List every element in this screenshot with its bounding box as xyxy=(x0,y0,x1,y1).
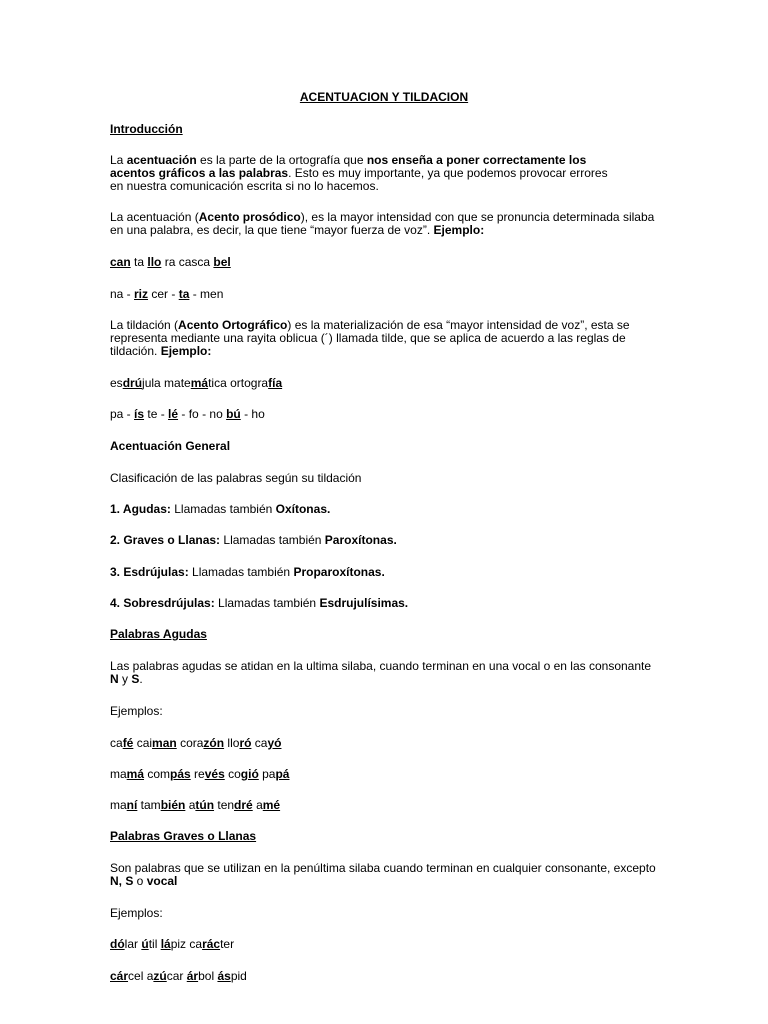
syllable: ta xyxy=(130,255,148,269)
syllable: - fo - no xyxy=(178,407,227,421)
agudas-example-row xyxy=(110,737,658,750)
stressed-syllable: dré xyxy=(234,798,253,812)
class-term: Proparoxítonas. xyxy=(293,565,385,579)
class-label: 1. Agudas: xyxy=(110,502,171,516)
ejemplos-label: Ejemplos: xyxy=(110,704,163,718)
bold-letter: N, S xyxy=(110,874,134,888)
syllable: cai xyxy=(133,736,153,750)
class-label: 2. Graves o Llanas: xyxy=(110,533,221,547)
syllable: jula mate xyxy=(142,376,191,390)
syllable: ra casca xyxy=(161,255,214,269)
syllable: ca xyxy=(251,736,268,750)
text: La tildación ( xyxy=(110,318,179,332)
stressed-syllable: zón xyxy=(203,736,225,750)
classification-intro: Clasificación de las palabras según su tildación xyxy=(110,471,362,485)
class-text: Llamadas también xyxy=(220,533,325,547)
syllable: re xyxy=(190,767,205,781)
classification-item xyxy=(110,597,658,610)
stressed-syllable: bú xyxy=(226,407,241,421)
stressed-syllable: ár xyxy=(186,969,199,983)
text: . Esto es muy importante, ya que podemos provocar errores en nuestra comunicación escrita si no lo hacemos. xyxy=(110,166,608,193)
stressed-syllable: rác xyxy=(202,937,221,951)
graves-heading: Palabras Graves o Llanas xyxy=(110,829,257,843)
stressed-syllable: tún xyxy=(195,798,215,812)
syllable: co xyxy=(224,767,241,781)
stressed-syllable: dó xyxy=(110,937,125,951)
syllable: ma xyxy=(110,798,127,812)
syllable: cel a xyxy=(128,969,154,983)
syllable: na - xyxy=(110,287,135,301)
stressed-syllable: má xyxy=(190,376,209,390)
agudas-example-row xyxy=(110,799,658,812)
syllable: ten xyxy=(214,798,235,812)
syllable: pa xyxy=(258,767,276,781)
class-term: Oxítonas. xyxy=(275,502,331,516)
syllable: ma xyxy=(110,767,127,781)
syllable: piz ca xyxy=(170,937,203,951)
syllable: ca xyxy=(110,736,123,750)
stressed-syllable: man xyxy=(152,736,177,750)
stressed-syllable: vés xyxy=(204,767,225,781)
stressed-syllable: pás xyxy=(170,767,191,781)
example-line-3 xyxy=(110,377,658,390)
intro-paragraph xyxy=(110,154,620,193)
text: o xyxy=(133,874,147,888)
stressed-syllable: llo xyxy=(147,255,162,269)
stressed-syllable: ró xyxy=(239,736,252,750)
classification-item xyxy=(110,534,658,547)
syllable: - men xyxy=(189,287,224,301)
example-line-2 xyxy=(110,288,658,301)
stressed-syllable: lá xyxy=(160,937,171,951)
syllable: tica ortogra xyxy=(208,376,269,390)
syllable: ter xyxy=(220,937,235,951)
intro-heading: Introducción xyxy=(110,122,183,136)
stressed-syllable: can xyxy=(110,255,131,269)
text: La acentuación ( xyxy=(110,210,199,224)
class-term: Paroxítonas. xyxy=(324,533,397,547)
stressed-syllable: gió xyxy=(240,767,259,781)
stressed-syllable: yó xyxy=(267,736,282,750)
example-line-4 xyxy=(110,408,658,421)
stressed-syllable: drú xyxy=(122,376,143,390)
example-line-1 xyxy=(110,256,658,269)
bold-term: Ejemplo: xyxy=(433,223,485,237)
agudas-heading: Palabras Agudas xyxy=(110,627,207,641)
text: Las palabras agudas se atidan en la ultima silaba, cuando terminan en una vocal o en las consonante xyxy=(110,659,652,673)
stressed-syllable: pá xyxy=(275,767,290,781)
general-heading xyxy=(110,440,658,453)
bold-term: Acento Ortográfico xyxy=(178,318,288,332)
stressed-syllable: ás xyxy=(217,969,231,983)
syllable: te - xyxy=(144,407,169,421)
graves-paragraph xyxy=(110,862,665,888)
class-term: Esdrujulísimas. xyxy=(319,596,409,610)
syllable: pa - xyxy=(110,407,135,421)
syllable: com xyxy=(144,767,171,781)
stressed-syllable: zú xyxy=(153,969,167,983)
text: . xyxy=(139,672,143,686)
stressed-syllable: ú xyxy=(141,937,149,951)
syllable: a xyxy=(252,798,263,812)
stressed-syllable: bel xyxy=(213,255,231,269)
syllable: tam xyxy=(137,798,161,812)
syllable: es xyxy=(110,376,123,390)
stressed-syllable: bién xyxy=(160,798,186,812)
text: y xyxy=(118,672,132,686)
stressed-syllable: fía xyxy=(268,376,283,390)
text: Son palabras que se utilizan en la penúltima silaba cuando terminan en cualquier consonante, excepto xyxy=(110,861,656,875)
class-text: Llamadas también xyxy=(170,502,276,516)
bold-term: nos enseña a poner correctamente los acentos gráficos a las palabras xyxy=(110,153,587,180)
graves-example-row xyxy=(110,970,658,983)
stressed-syllable: ní xyxy=(126,798,138,812)
bold-term: vocal xyxy=(146,874,178,888)
graves-example-row xyxy=(110,938,658,951)
stressed-syllable: fé xyxy=(122,736,134,750)
syllable: a xyxy=(185,798,196,812)
stressed-syllable: ís xyxy=(134,407,145,421)
stressed-syllable: riz xyxy=(134,287,149,301)
bold-term: Ejemplo: xyxy=(160,344,212,358)
classification-item xyxy=(110,503,658,516)
syllable: pid xyxy=(230,969,247,983)
text: La xyxy=(110,153,127,167)
class-label: 3. Esdrújulas: xyxy=(110,565,189,579)
bold-letter: N xyxy=(110,672,119,686)
document-title: ACENTUACION Y TILDACION xyxy=(299,90,469,104)
agudas-paragraph xyxy=(110,660,660,686)
class-label: 4. Sobresdrújulas: xyxy=(110,596,215,610)
acento-prosodico-paragraph xyxy=(110,211,658,237)
bold-term: Acento prosódico xyxy=(198,210,301,224)
syllable: cora xyxy=(176,736,204,750)
syllable: - ho xyxy=(240,407,265,421)
syllable: car xyxy=(166,969,187,983)
stressed-syllable: má xyxy=(126,767,145,781)
classification-item xyxy=(110,566,658,579)
text: ) es la materialización de esa “mayor intensidad de voz”, esta se representa mediante una rayita oblicua (´) llamada tilde, que se aplica de acuerdo a las reglas de tildación. xyxy=(110,318,630,358)
bold-letter: S xyxy=(131,672,140,686)
stressed-syllable: lé xyxy=(168,407,179,421)
bold-term: acentuación xyxy=(126,153,197,167)
syllable: til xyxy=(148,937,161,951)
agudas-example-row xyxy=(110,768,658,781)
heading-text: Acentuación General xyxy=(110,439,231,453)
stressed-syllable: mé xyxy=(262,798,281,812)
class-text: Llamadas también xyxy=(188,565,294,579)
stressed-syllable: ta xyxy=(178,287,190,301)
stressed-syllable: cár xyxy=(110,969,129,983)
text: es la parte de la ortografía que xyxy=(196,153,367,167)
syllable: llo xyxy=(224,736,240,750)
acento-ortografico-paragraph xyxy=(110,319,660,358)
syllable: lar xyxy=(124,937,142,951)
syllable: cer - xyxy=(148,287,179,301)
class-text: Llamadas también xyxy=(214,596,320,610)
text: ), es la mayor intensidad con que se pronuncia determinada silaba en una palabra, es decir, la que tiene “mayor fuerza de voz”. xyxy=(110,210,655,237)
ejemplos-label: Ejemplos: xyxy=(110,906,163,920)
syllable: bol xyxy=(198,969,218,983)
